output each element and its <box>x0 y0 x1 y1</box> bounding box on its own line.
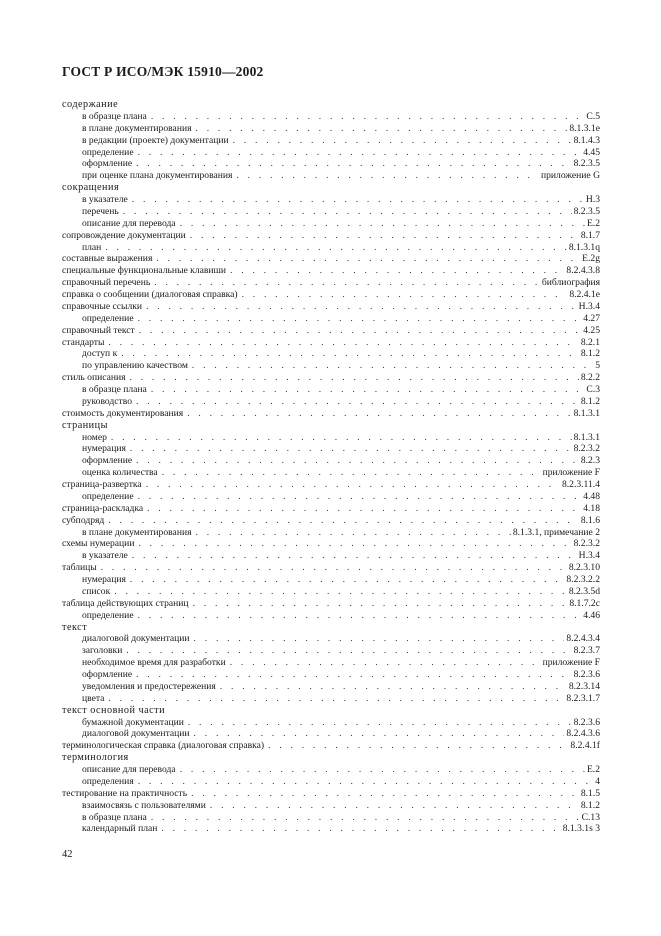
dot-leader <box>151 384 585 396</box>
index-subentry <box>62 812 600 824</box>
index-subentry <box>62 823 600 835</box>
index-term: в указателе <box>82 194 128 205</box>
index-term: оформление <box>82 455 133 467</box>
index-subentry <box>62 218 600 230</box>
dot-leader <box>242 289 568 301</box>
dot-leader <box>191 788 579 800</box>
index-subentry <box>62 206 600 218</box>
dot-leader <box>138 776 593 788</box>
index-term: терминологическая справка (диалоговая справка) <box>62 740 265 752</box>
index-term: определение <box>82 146 134 158</box>
index-term: план <box>82 241 102 253</box>
dot-leader <box>230 657 541 669</box>
index-subentry <box>62 610 600 622</box>
index-reference: 8.1.3.1s 3 <box>562 823 600 835</box>
index-subentry <box>62 527 600 539</box>
index-term: доступ к <box>82 348 118 360</box>
index-heading: текст <box>62 621 88 633</box>
dot-leader <box>236 170 539 182</box>
index-entry <box>62 562 600 574</box>
index-subentry <box>62 348 600 360</box>
dot-leader <box>233 135 572 147</box>
index-heading: страницы <box>62 419 108 431</box>
dot-leader <box>111 432 572 444</box>
index-subentry <box>62 396 600 408</box>
index-reference: Н.3.4 <box>578 300 600 312</box>
dot-leader <box>151 111 585 123</box>
dot-leader <box>130 574 565 586</box>
index-reference: 8.1.7.2с <box>569 597 600 609</box>
dot-leader <box>162 467 541 479</box>
index-term: стандарты <box>62 336 105 348</box>
index-term: описание для перевода <box>82 764 176 775</box>
index-reference: С.5 <box>586 110 600 122</box>
dot-leader <box>154 277 540 289</box>
index-term: определение <box>82 609 134 621</box>
index-term: заголовки <box>82 645 123 657</box>
index-reference: 4.25 <box>583 324 600 336</box>
index-term: нумерация <box>82 443 126 455</box>
index-subentry <box>62 717 600 729</box>
index-subentry <box>62 669 600 681</box>
index-reference: приложение F <box>542 657 600 669</box>
index-entry <box>62 515 600 527</box>
index-term: определение <box>82 312 134 324</box>
dot-leader <box>123 206 572 218</box>
index-entry <box>62 372 600 384</box>
index-subentry <box>62 550 600 562</box>
index-term: таблица действующих страниц <box>62 597 189 609</box>
index-entry <box>62 479 600 491</box>
index-subentry <box>62 681 600 693</box>
index-subentry <box>62 776 600 788</box>
index-reference: 8.2.3.5 <box>573 158 600 170</box>
index-term: необходимое время для разработки <box>82 657 226 669</box>
index-reference: 8.1.2 <box>580 395 600 407</box>
dot-leader <box>138 491 582 503</box>
index-subentry <box>62 194 600 206</box>
index-reference: Е.2 <box>586 217 600 229</box>
index-entry <box>62 337 600 349</box>
index-subentry <box>62 586 600 598</box>
dot-leader <box>151 812 580 824</box>
index-term: в образце плана <box>82 384 147 395</box>
dot-leader <box>196 123 568 135</box>
dot-leader <box>108 693 564 705</box>
index-term: в образце плана <box>82 811 147 823</box>
dot-leader <box>136 396 579 408</box>
index-entry <box>62 301 600 313</box>
index-term: по управлению качеством <box>82 360 188 372</box>
index-reference: 8.2.2 <box>580 372 600 384</box>
index-reference: 8.2.3.5 <box>573 205 600 217</box>
index-term: в редакции (проекте) документации <box>82 134 229 146</box>
index-term: в плане документирования <box>82 122 192 134</box>
dot-leader <box>130 443 572 455</box>
dot-leader <box>210 800 579 812</box>
index-reference: приложение F <box>542 467 600 479</box>
index-entry <box>62 538 600 550</box>
index-term: тестирование на практичность <box>62 787 188 799</box>
index-entry <box>62 265 600 277</box>
index-term: описание для перевода <box>82 217 176 229</box>
index-reference: 8.2.4.3.8 <box>566 265 600 277</box>
index-subentry <box>62 443 600 455</box>
dot-leader <box>105 242 566 254</box>
index-reference: приложение G <box>540 170 600 182</box>
index-reference: 8.1.2 <box>580 799 600 811</box>
index-reference: 8.2.3.6 <box>573 669 600 680</box>
index-reference: 4.48 <box>583 490 600 502</box>
index-reference: 8.1.7 <box>580 229 600 241</box>
index-term: нумерация <box>82 574 126 585</box>
index-reference: 8.2.3.6 <box>573 716 600 728</box>
index-subentry <box>62 170 600 182</box>
dot-leader <box>146 479 560 491</box>
dot-leader <box>101 562 567 574</box>
dot-leader <box>268 740 568 752</box>
dot-leader <box>136 158 572 170</box>
index-term: страница-раскладка <box>62 502 144 514</box>
dot-leader <box>138 538 571 550</box>
index-subentry <box>62 384 600 396</box>
index-reference: 4 <box>595 775 600 787</box>
index-term: диалоговой документации <box>82 728 190 740</box>
dot-leader <box>192 360 593 372</box>
index-reference: Н.3.4 <box>578 550 600 562</box>
index-term: таблицы <box>62 562 97 574</box>
dot-leader <box>126 645 571 657</box>
index-term: календарный план <box>82 823 158 835</box>
index-heading: терминология <box>62 752 129 764</box>
index-term: взаимосвязь с пользователями <box>82 799 206 811</box>
index-term: справочный текст <box>62 324 135 336</box>
index-heading: текст основной части <box>62 704 166 716</box>
dot-leader <box>156 253 580 265</box>
index-subentry <box>62 147 600 159</box>
dot-leader <box>196 527 511 539</box>
index-term: справочные ссылки <box>62 300 143 312</box>
index-reference: 8.2.3.7 <box>573 645 600 657</box>
index-heading: содержание <box>62 99 119 110</box>
index-reference: 8.1.3.1q <box>568 241 600 253</box>
index-entry <box>62 503 600 515</box>
index-term: субподряд <box>62 514 105 526</box>
index-term: специальные функциональные клавиши <box>62 265 227 277</box>
index-reference: Е.2 <box>586 764 600 775</box>
index-reference: 8.2.3.1.7 <box>566 692 600 704</box>
index-subentry <box>62 645 600 657</box>
dot-leader <box>130 372 579 384</box>
index-subentry <box>62 800 600 812</box>
dot-leader <box>136 455 579 467</box>
index-reference: 8.2.3.5d <box>568 585 600 597</box>
index-reference: 8.2.4.3.6 <box>566 728 600 740</box>
index-subentry <box>62 360 600 372</box>
index-subentry <box>62 135 600 147</box>
index-reference: 8.1.3.1 <box>573 431 600 443</box>
index-term: номер <box>82 431 107 443</box>
index-reference: библиография <box>541 277 600 289</box>
index-reference: 8.2.3.2.2 <box>566 574 600 585</box>
index-heading: сокращения <box>62 182 120 194</box>
dot-leader <box>138 313 582 325</box>
dot-leader <box>180 764 585 776</box>
index-subentry <box>62 313 600 325</box>
dot-leader <box>114 586 567 598</box>
index-reference: Н.3 <box>585 194 600 205</box>
dot-leader <box>190 230 579 242</box>
index-term: в плане документирования <box>82 526 192 538</box>
index-subentry <box>62 491 600 503</box>
index-entry <box>62 277 600 289</box>
index-subentry <box>62 123 600 135</box>
dot-leader <box>187 408 571 420</box>
index-term: цвета <box>82 692 105 704</box>
index-entry <box>62 598 600 610</box>
index-term: определения <box>82 775 134 787</box>
index-reference: 8.1.6 <box>580 514 600 526</box>
dot-leader <box>220 681 567 693</box>
index-reference: E.2g <box>582 253 600 265</box>
index-term: оценка количества <box>82 467 158 479</box>
index-term: сопровождение документации <box>62 229 186 241</box>
dot-leader <box>180 218 585 230</box>
index-term: справочный перечень <box>62 277 151 289</box>
index-reference: 8.2.3 <box>580 455 600 467</box>
index-term: справка о сообщении (диалоговая справка) <box>62 289 238 300</box>
index-subentry <box>62 158 600 170</box>
document-header: ГОСТ Р ИСО/МЭК 15910—2002 <box>62 64 264 79</box>
index-term: стиль описания <box>62 372 126 384</box>
index-subentry <box>62 657 600 669</box>
index-reference: 8.1.3.1е <box>569 122 600 134</box>
index-reference: 8.2.4.1f <box>570 740 600 752</box>
dot-leader <box>161 823 560 835</box>
index-entry <box>62 408 600 420</box>
index-reference: 4.18 <box>583 502 600 514</box>
index-entry <box>62 740 600 752</box>
dot-leader <box>138 147 582 159</box>
dot-leader <box>193 598 568 610</box>
index-reference: 8.2.3.14 <box>568 680 600 692</box>
index-term: перечень <box>82 205 119 217</box>
index-reference: 8.2.4.3.4 <box>566 633 600 645</box>
index-term: страница-развертка <box>62 479 142 490</box>
index-subentry <box>62 693 600 705</box>
index-subentry <box>62 432 600 444</box>
index-subentry <box>62 574 600 586</box>
index-term: руководство <box>82 395 133 407</box>
dot-leader <box>194 633 565 645</box>
index-term: диалоговой документации <box>82 633 190 645</box>
index-reference: 8.2.4.1е <box>569 289 600 300</box>
index-entry <box>62 230 600 242</box>
index-subentry <box>62 242 600 254</box>
index-entry <box>62 253 600 265</box>
index-reference: 8.2.3.11.4 <box>561 479 600 490</box>
dot-leader <box>230 265 564 277</box>
index-term: схемы нумерации <box>62 538 135 550</box>
index-reference: 8.2.3.2 <box>573 443 600 455</box>
index-term: уведомления и предостережения <box>82 680 216 692</box>
dot-leader <box>121 348 579 360</box>
index-subentry <box>62 764 600 776</box>
index-term: определение <box>82 490 134 502</box>
dot-leader <box>108 337 578 349</box>
index-term: стоимость документирования <box>62 407 184 419</box>
dot-leader <box>138 610 582 622</box>
dot-leader <box>108 515 579 527</box>
index-reference: 8.2.3.2 <box>573 538 600 550</box>
dot-leader <box>147 503 581 515</box>
index-subentry <box>62 633 600 645</box>
dot-leader <box>132 550 577 562</box>
subject-index <box>62 99 600 835</box>
index-subentry <box>62 111 600 123</box>
page-number: 42 <box>62 849 73 860</box>
index-reference: С.3 <box>586 384 600 395</box>
index-term: в указателе <box>82 550 128 562</box>
index-subentry <box>62 728 600 740</box>
index-reference: С.13 <box>581 811 600 823</box>
dot-leader <box>188 717 572 729</box>
index-reference: 8.2.1 <box>580 336 600 348</box>
dot-leader <box>132 194 584 206</box>
index-term: список <box>82 585 111 597</box>
index-entry <box>62 289 600 301</box>
index-reference: 8.1.3.1 <box>573 407 600 419</box>
index-reference: 8.1.3.1, примечание 2 <box>512 526 600 538</box>
index-term: при оценке плана документирования <box>82 170 233 182</box>
index-term: составные выражения <box>62 253 153 265</box>
dot-leader <box>194 728 565 740</box>
index-reference: 8.1.4.3 <box>573 134 600 146</box>
index-reference: 4.46 <box>583 609 600 621</box>
index-reference: 4.45 <box>583 146 600 158</box>
dot-leader <box>139 325 581 337</box>
index-reference: 5 <box>595 360 600 372</box>
dot-leader <box>136 669 572 681</box>
index-term: оформление <box>82 669 133 680</box>
index-reference: 8.1.5 <box>580 787 600 799</box>
index-reference: 4.27 <box>583 312 600 324</box>
index-subentry <box>62 467 600 479</box>
index-subentry <box>62 455 600 467</box>
index-term: бумажной документации <box>82 716 184 728</box>
index-term: в образце плана <box>82 110 147 122</box>
dot-leader <box>146 301 577 313</box>
index-entry <box>62 788 600 800</box>
index-reference: 8.1.2 <box>580 348 600 360</box>
index-entry <box>62 325 600 337</box>
index-term: оформление <box>82 158 133 170</box>
index-reference: 8.2.3.10 <box>568 562 600 574</box>
